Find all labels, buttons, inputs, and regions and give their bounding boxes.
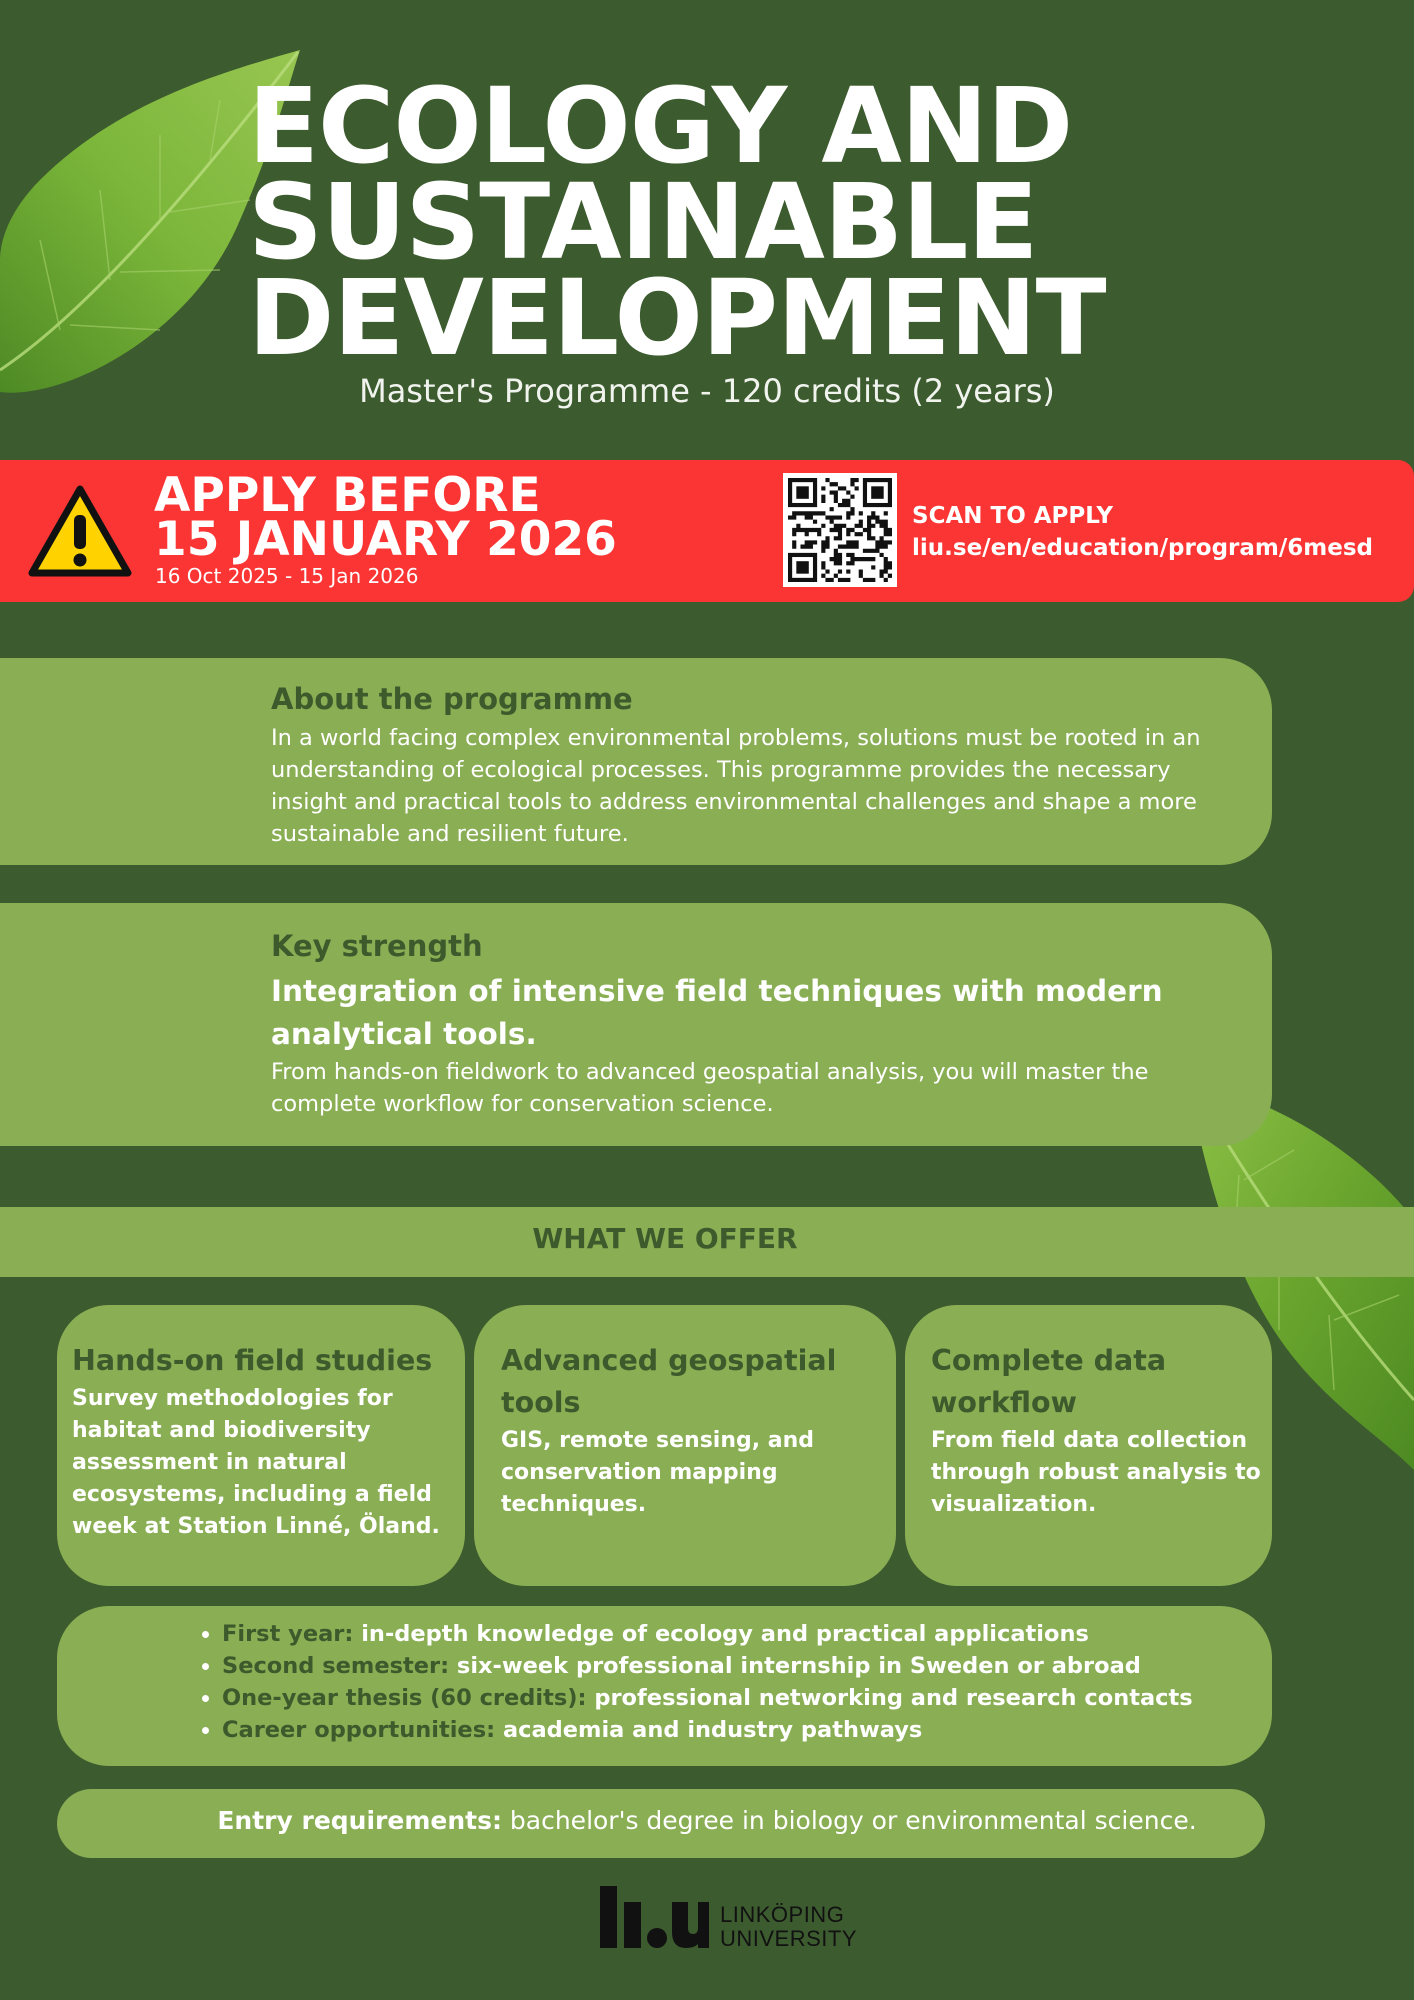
university-name <box>720 1903 857 1951</box>
university-name-line-1: LINKÖPING <box>720 1902 845 1927</box>
title-line-2: SUSTAINABLE <box>248 161 1038 283</box>
key-strength-heading: Key strength <box>271 929 483 963</box>
feature-title: Complete data workflow <box>931 1344 1167 1419</box>
feature-title: Hands-on field studies <box>72 1344 433 1377</box>
highlight-label: First year: <box>222 1621 354 1647</box>
scan-label: SCAN TO APPLY <box>912 503 1113 529</box>
title-line-3: DEVELOPMENT <box>248 257 1106 379</box>
liu-logo-icon <box>598 1886 710 1948</box>
programme-subtitle: Master's Programme - 120 credits (2 years) <box>359 372 1055 410</box>
list-item <box>222 1650 1193 1682</box>
key-strength-text: From hands-on fieldwork to advanced geospatial analysis, you will master the complete workflow for conservation science. <box>271 1059 1149 1117</box>
title-line-1: ECOLOGY AND <box>248 65 1073 187</box>
feature-card-field-studies <box>57 1305 465 1586</box>
highlight-value: academia and industry pathways <box>502 1717 923 1743</box>
list-item <box>222 1618 1193 1650</box>
about-heading: About the programme <box>271 682 633 716</box>
apply-line-2: 15 JANUARY 2026 <box>154 512 617 567</box>
university-name-line-2: UNIVERSITY <box>720 1926 858 1951</box>
highlights-list <box>198 1618 1193 1746</box>
scan-to-apply <box>912 500 1373 564</box>
highlight-value: six-week professional internship in Sweden or abroad <box>456 1653 1141 1679</box>
key-strength-statement: Integration of intensive field techniques with modern analytical tools. <box>271 974 1163 1051</box>
about-text: In a world facing complex environmental problems, solutions must be rooted in an understanding of ecological processes. This programme provides the necessary insight and practical tools to address environmental challenges and shape a more sustainable and resilient future. <box>271 725 1201 847</box>
entry-label: Entry requirements: <box>217 1806 502 1835</box>
feature-card-geospatial <box>474 1305 896 1586</box>
warning-icon <box>28 485 132 579</box>
feature-card-data-workflow <box>905 1305 1272 1586</box>
qr-code[interactable] <box>783 473 897 587</box>
apply-line-1: APPLY BEFORE <box>154 468 541 523</box>
highlight-label: One-year thesis (60 credits): <box>222 1685 587 1711</box>
feature-text: GIS, remote sensing, and conservation mapping techniques. <box>501 1428 815 1517</box>
highlight-value: in-depth knowledge of ecology and practical applications <box>361 1621 1089 1647</box>
apply-deadline <box>154 468 617 567</box>
application-period: 16 Oct 2025 - 15 Jan 2026 <box>155 564 419 588</box>
offer-heading: WHAT WE OFFER <box>532 1222 798 1255</box>
list-item <box>222 1714 1193 1746</box>
feature-text: Survey methodologies for habitat and biodiversity assessment in natural ecosystems, including a field week at Station Linné, Öland. <box>72 1386 440 1539</box>
page-title <box>248 65 1368 379</box>
highlight-label: Second semester: <box>222 1653 450 1679</box>
highlight-value: professional networking and research contacts <box>594 1685 1193 1711</box>
feature-text: From field data collection through robust analysis to visualization. <box>931 1428 1261 1517</box>
qr-code-icon <box>783 473 897 587</box>
apply-url[interactable]: liu.se/en/education/program/6mesd <box>912 535 1374 561</box>
entry-requirements <box>0 1806 1414 1835</box>
highlight-label: Career opportunities: <box>222 1717 496 1743</box>
feature-title: Advanced geospatial tools <box>501 1344 837 1419</box>
entry-text: bachelor's degree in biology or environmental science. <box>509 1806 1197 1835</box>
list-item <box>222 1682 1193 1714</box>
